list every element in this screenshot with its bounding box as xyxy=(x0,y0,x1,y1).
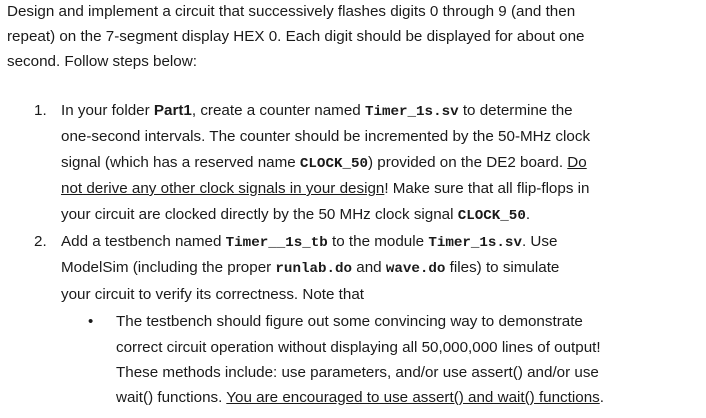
code-wave: wave.do xyxy=(385,261,446,277)
code-runlab: runlab.do xyxy=(275,261,353,277)
step-2-line-1 xyxy=(61,232,557,253)
code-testbench-name: Timer__1s_tb xyxy=(225,235,328,251)
text: and xyxy=(352,259,386,276)
intro-line-1: Design and implement a circuit that successively flashes digits 0 through 9 (and then xyxy=(7,3,576,20)
bullet-line-1: The testbench should figure out some convincing way to demonstrate xyxy=(116,313,583,330)
step-2-number: 2. xyxy=(34,233,47,250)
text: In your folder xyxy=(61,102,154,119)
text: , create a counter named xyxy=(191,102,365,119)
text: ! Make sure that all flip-flops in xyxy=(384,180,590,197)
code-clock-name: CLOCK_50 xyxy=(457,208,526,224)
code-filename: Timer_1s.sv xyxy=(428,235,522,251)
step-1-line-2: one-second intervals. The counter should be incremented by the 50-MHz clock xyxy=(61,128,591,145)
text: to the module xyxy=(327,233,429,250)
text: files) to simulate xyxy=(445,259,560,276)
intro-line-3: second. Follow steps below: xyxy=(7,53,197,70)
text: your circuit are clocked directly by the 50 MHz clock signal xyxy=(61,206,458,223)
text: to determine the xyxy=(458,102,573,119)
bullet-icon: • xyxy=(88,313,94,330)
folder-name: Part1 xyxy=(153,102,192,119)
code-clock-name: CLOCK_50 xyxy=(299,156,369,172)
bullet-line-3: These methods include: use parameters, and/or use assert() and/or use xyxy=(116,364,599,381)
text: . xyxy=(599,389,604,406)
underlined-text: You are encouraged to use assert() and wait() functions xyxy=(226,389,600,406)
bullet-line-4 xyxy=(116,388,604,408)
step-1-line-1 xyxy=(61,101,573,122)
code-filename: Timer_1s.sv xyxy=(364,104,459,120)
text: ) provided on the DE2 board. xyxy=(368,154,568,171)
step-2-line-3: your circuit to verify its correctness. Note that xyxy=(61,286,365,303)
intro-line-2: repeat) on the 7-segment display HEX 0. Each digit should be displayed for about one xyxy=(7,28,585,45)
underlined-text: not derive any other clock signals in your design xyxy=(61,180,385,197)
text: . xyxy=(525,206,531,223)
text: ModelSim (including the proper xyxy=(61,259,276,276)
step-1-line-3 xyxy=(61,153,587,174)
text: wait() functions. xyxy=(116,389,227,406)
step-1-line-4 xyxy=(61,179,589,199)
text: . Use xyxy=(521,233,558,250)
text: Add a testbench named xyxy=(61,233,226,250)
underlined-text: Do xyxy=(567,154,587,171)
bullet-line-2: correct circuit operation without displaying all 50,000,000 lines of output! xyxy=(116,339,601,356)
step-1-number: 1. xyxy=(34,102,47,119)
text: signal (which has a reserved name xyxy=(61,154,300,171)
step-2-line-2 xyxy=(61,258,559,279)
step-1-line-5 xyxy=(61,205,530,226)
